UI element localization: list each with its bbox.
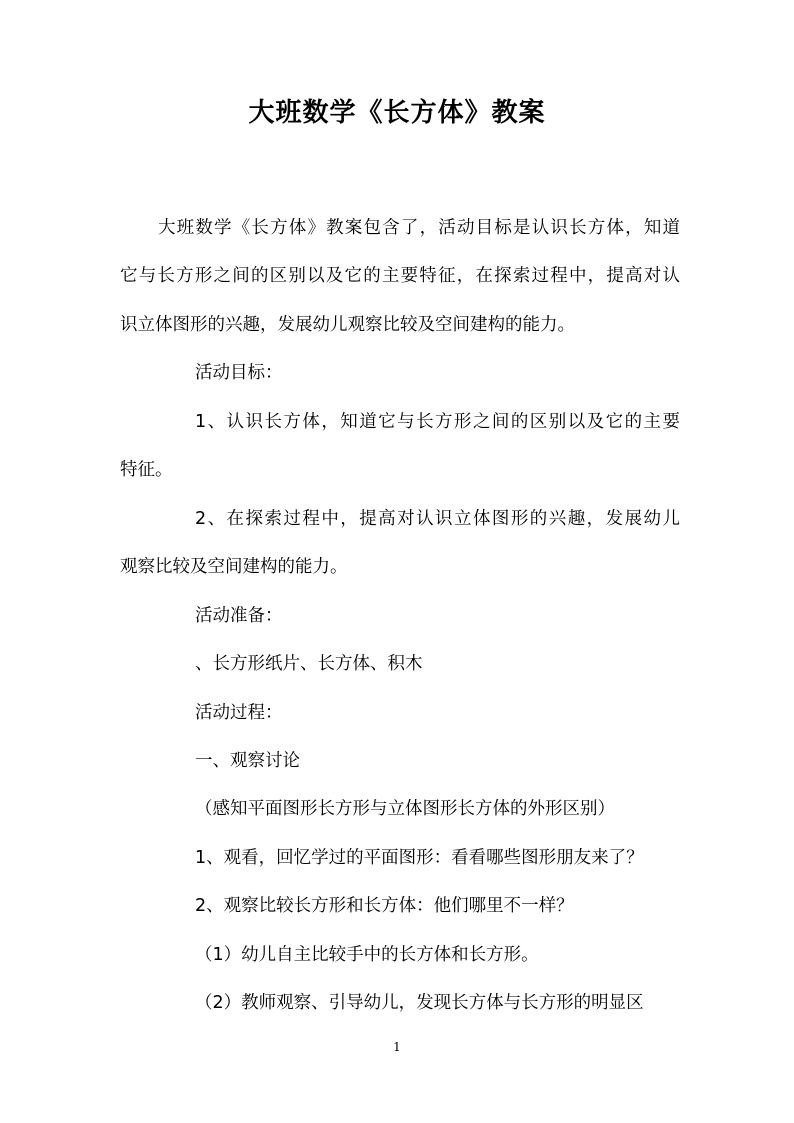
document-title: 大班数学《长方体》教案 [248,98,546,128]
intro-line-3: 识立体图形的兴趣，发展幼儿观察比较及空间建构的能力。 [120,315,575,335]
goal-2-line-2: 观察比较及空间建构的能力。 [120,557,348,577]
process-section-1: 一、观察讨论 [195,751,300,771]
process-heading: 活动过程： [195,703,283,723]
preparation-materials: 、长方形纸片、长方体、积木 [195,654,423,674]
preparation-heading: 活动准备： [195,606,283,626]
intro-line-1: 大班数学《长方体》教案包含了，活动目标是认识长方体，知道 [158,218,680,238]
intro-line-2: 它与长方形之间的区别以及它的主要特征，在探索过程中，提高对认 [120,266,680,286]
process-note: （感知平面图形长方形与立体图形长方体的外形区别） [195,799,615,819]
page-number: 1 [393,1040,401,1054]
goal-2-line-1: 2、在探索过程中，提高对认识立体图形的兴趣，发展幼儿 [195,509,680,529]
goals-heading: 活动目标： [195,363,283,383]
process-sub-2: （2）教师观察、引导幼儿，发现长方体与长方形的明显区 [195,993,644,1013]
goal-1-line-2: 特征。 [120,460,173,480]
process-step-2: 2、观察比较长方形和长方体：他们哪里不一样？ [195,896,574,916]
goal-1-line-1: 1、认识长方体，知道它与长方形之间的区别以及它的主要 [195,412,680,432]
process-sub-1: （1）幼儿自主比较手中的长方体和长方形。 [195,945,539,965]
process-step-1: 1、观看，回忆学过的平面图形：看看哪些图形朋友来了？ [195,848,644,868]
